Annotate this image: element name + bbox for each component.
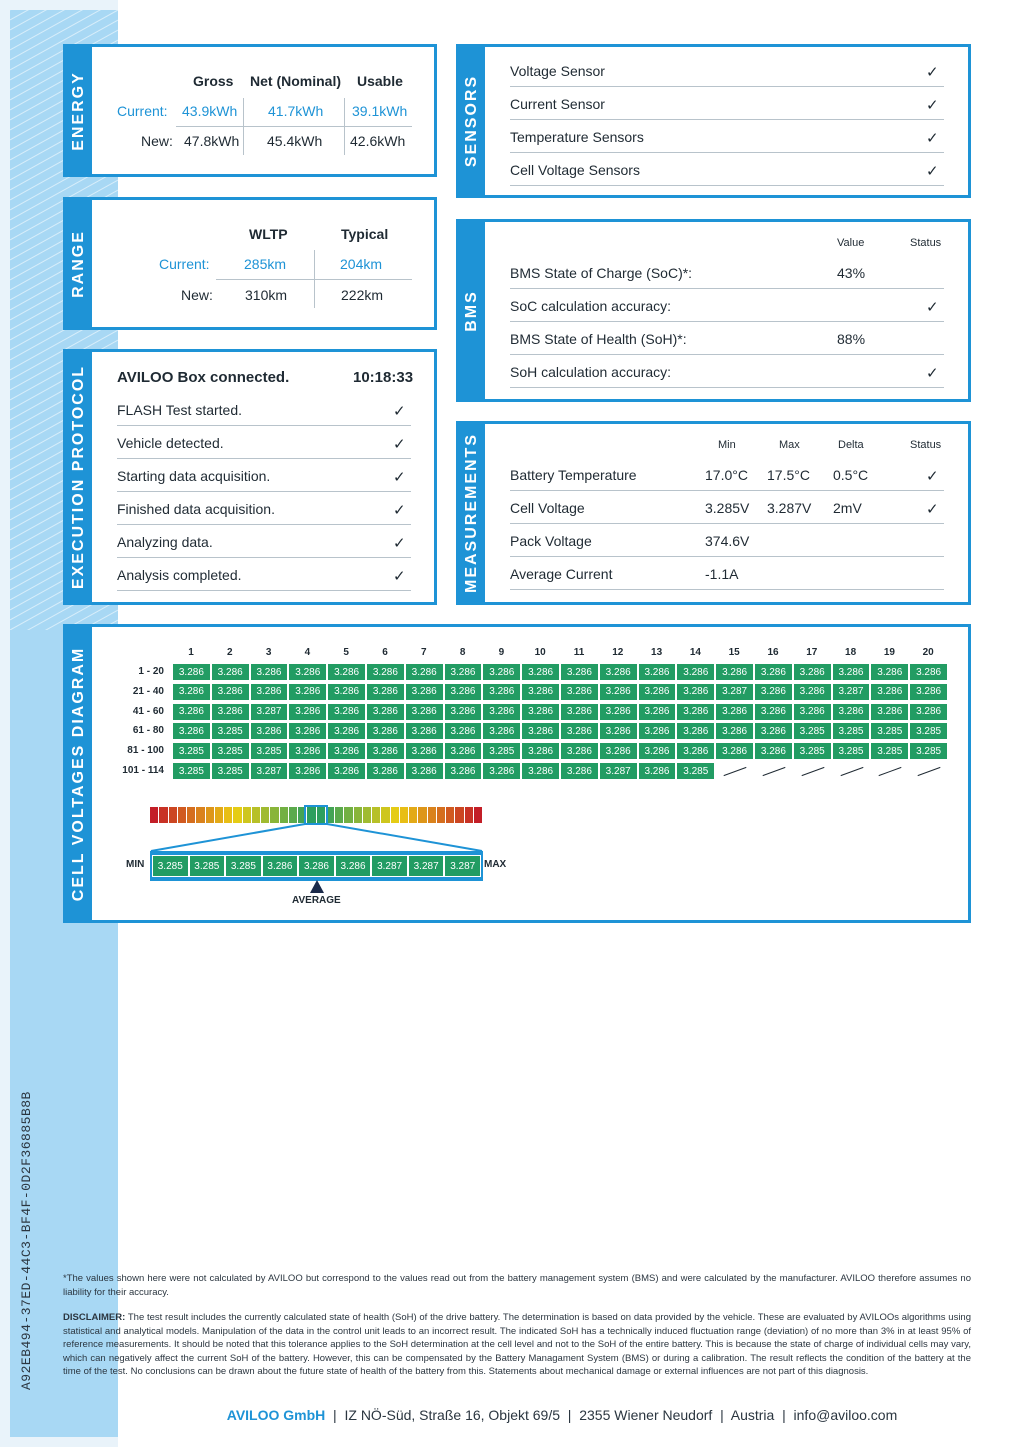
range-tab: RANGE [66,200,92,327]
cell-voltage: 3.286 [560,742,599,760]
range-new-typical: 222km [341,287,384,303]
cell-voltage: 3.286 [560,762,599,780]
range-current-typical: 204km [340,256,383,272]
footer-address: IZ NÖ-Süd, Straße 16, Objekt 69/5 [344,1407,561,1423]
energy-new-gross: 47.8kWh [184,133,240,149]
scale-zoom-value: 3.285 [225,855,262,877]
range-panel [63,197,437,330]
empty-cell-slash [879,767,902,776]
measurement-min: 17.0°C [705,467,748,483]
empty-cell-slash [801,767,824,776]
range-current-wltp: 285km [244,256,287,272]
cell-column-header: 19 [883,647,895,658]
bms-panel [456,219,971,402]
meas-col-delta: Delta [838,439,864,451]
cell-row-label: 41 - 60 [132,705,164,717]
energy-header-gross: Gross [193,73,234,89]
bms-col-value: Value [837,237,865,249]
check-icon: ✓ [393,403,406,420]
check-icon: ✓ [926,468,939,485]
cell-voltage: 3.286 [676,703,715,721]
energy-current-net: 41.7kWh [268,103,324,119]
cell-voltage: 3.286 [599,722,638,740]
cell-voltage: 3.286 [676,683,715,701]
energy-panel [63,44,437,177]
cell-voltage: 3.286 [288,703,327,721]
bms-row-label: BMS State of Charge (SoC)*: [510,265,693,281]
cell-column-header: 1 [188,647,194,658]
measurement-divider [510,523,944,524]
cell-voltage: 3.285 [250,742,289,760]
cell-row-label: 1 - 20 [138,666,164,677]
empty-cell-slash [840,767,863,776]
cell-column-header: 18 [845,647,857,658]
sensor-divider [510,119,944,120]
cell-voltage: 3.286 [638,722,677,740]
energy-new-label: New: [141,133,173,149]
disclaimer-block [63,1311,971,1379]
cell-voltage: 3.286 [482,683,521,701]
cell-voltage: 3.286 [793,703,832,721]
cell-column-header: 5 [343,647,349,658]
cell-voltage: 3.286 [288,762,327,780]
meas-col-min: Min [718,439,736,451]
cell-voltage: 3.285 [482,742,521,760]
sensors-tab: SENSORS [459,47,485,195]
bms-divider [510,354,944,355]
check-icon: ✓ [926,64,939,81]
cell-column-header: 17 [806,647,818,658]
disclaimer-text: The test result includes the currently calculated state of health (SoH) of the drive battery. The determination is based on data provided by the vehicle. These are evaluated by AVILOOs algorithms using statistical and analytical models. Manipulation of the data in the control unit leads to an incorrect result. The indicated SoH has a technically induced fluctuation range (deviation) of no more than 3% in at least 95% of reference measurements. It should be noted that this tolerance applies to the SoH determination at the cell level and not to the SoH of the entire battery. This is because the state of charge of individual cells may vary, which can negatively affect the current SoH of the battery. However, this can be compensated by the Battery Managament System (BMS) or during a calibration. The result reflects the condition of the battery at the time of the test. No conclusions can be drawn about the future state of health of the battery from this. Statements about mechanical damage or external influences are not part of this diagnosis. [63,1312,971,1378]
cell-voltage: 3.286 [405,722,444,740]
measurement-divider [510,556,944,557]
measurement-label: Pack Voltage [510,533,592,549]
execution-step: Vehicle detected. [117,435,224,451]
range-current-label: Current: [159,256,210,272]
energy-current-usable: 39.1kWh [352,103,408,119]
cell-voltage: 3.285 [211,742,250,760]
empty-cell-slash [724,767,747,776]
cell-voltage: 3.286 [366,762,405,780]
sensor-divider [510,86,944,87]
cell-voltage: 3.286 [793,683,832,701]
measurements-panel [456,421,971,605]
cell-voltage: 3.285 [211,722,250,740]
cell-voltage: 3.286 [444,663,483,681]
execution-step: Analysis completed. [117,567,242,583]
scale-zoom-value: 3.286 [335,855,372,877]
cell-voltage: 3.286 [638,762,677,780]
cell-voltage: 3.286 [754,703,793,721]
cell-voltage: 3.286 [172,683,211,701]
measurement-min: 374.6V [705,533,750,549]
cell-row-label: 21 - 40 [132,685,164,697]
cell-voltage: 3.286 [288,742,327,760]
cell-voltage: 3.286 [521,663,560,681]
range-header-typical: Typical [341,226,389,242]
bms-divider [510,387,944,388]
cell-voltage: 3.286 [288,683,327,701]
execution-time: 10:18:33 [353,369,414,386]
meas-col-max: Max [779,439,800,451]
execution-title: AVILOO Box connected. [117,369,290,386]
bms-row-label: SoC calculation accuracy: [510,298,672,314]
cell-voltage: 3.285 [909,742,948,760]
cell-column-header: 6 [382,647,388,658]
empty-cell-slash [918,767,941,776]
cell-voltage: 3.286 [638,742,677,760]
cell-voltage: 3.286 [832,663,871,681]
report-serial: A92EB494-37ED-44C3-BF4F-0D2F36885B8B [19,1091,34,1390]
cell-voltage: 3.286 [676,663,715,681]
cell-column-header: 8 [459,647,466,658]
bms-divider [510,321,944,322]
footer-country: Austria [730,1407,775,1423]
cell-voltage: 3.286 [754,663,793,681]
energy-vdivider-2 [344,98,345,155]
sensor-item: Voltage Sensor [510,63,605,79]
cell-voltages-tab: CELL VOLTAGES DIAGRAM [66,627,92,920]
measurement-label: Average Current [510,566,613,582]
measurement-delta: 2mV [833,500,862,516]
cell-voltage: 3.286 [366,683,405,701]
measurement-divider [510,589,944,590]
cell-voltage: 3.286 [599,683,638,701]
cell-voltage: 3.286 [754,742,793,760]
cell-voltage: 3.286 [172,663,211,681]
cell-voltage: 3.286 [599,703,638,721]
execution-step-divider [117,557,411,558]
cell-voltage: 3.286 [211,663,250,681]
cell-voltage: 3.286 [909,683,948,701]
energy-new-net: 45.4kWh [267,133,323,149]
cell-row-label: 81 - 100 [127,745,164,757]
cell-voltage: 3.286 [754,683,793,701]
cell-voltage: 3.286 [870,703,909,721]
cell-voltage: 3.286 [444,703,483,721]
cell-voltage: 3.286 [327,762,366,780]
sensor-item: Current Sensor [510,96,605,112]
cell-column-header: 4 [304,647,311,658]
cell-voltage: 3.287 [250,703,289,721]
cell-column-header: 2 [227,647,233,658]
check-icon: ✓ [926,299,939,316]
cell-voltage: 3.286 [327,742,366,760]
cell-voltage: 3.286 [444,722,483,740]
cell-voltage: 3.286 [832,703,871,721]
check-icon: ✓ [393,436,406,453]
check-icon: ✓ [393,535,406,552]
cell-voltage: 3.286 [676,722,715,740]
check-icon: ✓ [393,469,406,486]
cell-voltage: 3.286 [482,762,521,780]
footnote-text: *The values shown here were not calculated by AVILOO but correspond to the values read out from the battery management system (BMS) and were calculated by the manufacturer. AVILOO therefore assumes no liability for their accuracy. [63,1273,971,1298]
cell-voltage: 3.285 [676,762,715,780]
cell-voltage: 3.286 [327,663,366,681]
bms-tab: BMS [459,222,485,399]
cell-voltage: 3.287 [599,762,638,780]
execution-step-divider [117,491,411,492]
cell-voltage: 3.285 [870,722,909,740]
cell-voltage: 3.285 [793,742,832,760]
cell-column-header: 7 [421,647,427,658]
check-icon: ✓ [926,97,939,114]
check-icon: ✓ [926,130,939,147]
cell-voltage: 3.286 [521,762,560,780]
check-icon: ✓ [926,365,939,382]
scale-zoom-value: 3.287 [408,855,445,877]
cell-voltage: 3.285 [172,742,211,760]
cell-voltage: 3.287 [832,683,871,701]
cell-voltage: 3.286 [482,722,521,740]
execution-step-divider [117,458,411,459]
bms-row-value: 88% [837,331,866,347]
execution-step: Starting data acquisition. [117,468,271,484]
measurement-min: -1.1A [705,566,739,582]
execution-step: FLASH Test started. [117,402,243,418]
scale-min-label: MIN [126,859,145,870]
cell-column-header: 12 [612,647,624,658]
cell-column-header: 9 [498,647,505,658]
cell-voltage: 3.286 [599,742,638,760]
scale-zoom-value: 3.285 [152,855,189,877]
cell-column-header: 13 [651,647,663,658]
cell-voltage: 3.286 [560,663,599,681]
scale-zoom-row [150,851,483,881]
cell-voltage: 3.286 [288,722,327,740]
execution-step-divider [117,425,411,426]
bms-row-value: 43% [837,265,866,281]
cell-column-header: 16 [767,647,779,658]
cell-column-header: 3 [265,647,272,658]
bms-col-status: Status [910,237,942,249]
sensors-panel [456,44,971,198]
footer-city: 2355 Wiener Neudorf [579,1407,713,1423]
cell-voltage: 3.286 [211,703,250,721]
cell-voltage: 3.286 [521,742,560,760]
footer: AVILOO GmbH | IZ NÖ-Süd, Straße 16, Objekt 69/5 | 2355 Wiener Neudorf | Austria | info@aviloo.com [226,1407,898,1423]
cell-voltage: 3.286 [366,703,405,721]
empty-cell-slash [763,767,786,776]
cell-voltage: 3.286 [172,703,211,721]
cell-column-header: 11 [573,647,585,658]
footer-brand: AVILOO GmbH [226,1407,326,1423]
measurements-tab: MEASUREMENTS [459,424,485,602]
cell-voltage: 3.286 [754,722,793,740]
cell-voltage: 3.285 [870,742,909,760]
cell-voltage: 3.286 [638,683,677,701]
cell-voltage: 3.286 [405,663,444,681]
execution-step: Finished data acquisition. [117,501,275,517]
bms-row-label: BMS State of Health (SoH)*: [510,331,687,347]
cell-voltage: 3.285 [832,742,871,760]
range-new-label: New: [181,287,213,303]
cell-voltage: 3.286 [366,722,405,740]
bms-row-label: SoH calculation accuracy: [510,364,672,380]
measurement-delta: 0.5°C [833,467,869,483]
measurement-label: Battery Temperature [510,467,637,483]
cell-voltage: 3.285 [211,762,250,780]
cell-voltage: 3.286 [327,703,366,721]
execution-step: Analyzing data. [117,534,213,550]
measurement-divider [510,490,944,491]
scale-max-label: MAX [484,859,507,870]
scale-zoom-value: 3.287 [371,855,408,877]
cell-voltage: 3.286 [366,742,405,760]
cell-voltage: 3.285 [832,722,871,740]
measurement-min: 3.285V [705,500,750,516]
measurement-label: Cell Voltage [510,500,585,516]
cell-voltage: 3.286 [715,663,754,681]
cell-voltage: 3.286 [444,762,483,780]
cell-voltage: 3.286 [405,683,444,701]
cell-voltage: 3.286 [288,663,327,681]
cell-voltage: 3.286 [172,722,211,740]
cell-voltage: 3.286 [327,683,366,701]
cell-voltage: 3.286 [560,683,599,701]
check-icon: ✓ [926,501,939,518]
cell-voltage: 3.287 [715,683,754,701]
meas-col-status: Status [910,439,942,451]
cell-voltage: 3.286 [211,683,250,701]
cell-voltage: 3.287 [250,762,289,780]
range-new-wltp: 310km [245,287,288,303]
cell-voltage: 3.286 [405,742,444,760]
cell-voltage: 3.286 [793,663,832,681]
cell-voltage: 3.286 [909,703,948,721]
check-icon: ✓ [393,502,406,519]
energy-header-usable: Usable [357,73,403,89]
cell-voltage: 3.286 [715,703,754,721]
cell-voltage: 3.286 [405,762,444,780]
cell-column-header: 10 [534,647,546,658]
execution-step-divider [117,590,411,591]
cell-voltage: 3.286 [250,663,289,681]
energy-vdivider-1 [243,98,244,155]
energy-current-label: Current: [117,103,168,119]
cell-voltage: 3.286 [638,703,677,721]
cell-voltage: 3.286 [444,742,483,760]
footer-email-link[interactable]: info@aviloo.com [793,1407,898,1423]
check-icon: ✓ [926,163,939,180]
cell-voltage: 3.286 [366,663,405,681]
cell-row-label: 101 - 114 [122,765,164,776]
cell-voltage: 3.286 [715,722,754,740]
cell-voltage: 3.286 [676,742,715,760]
average-label: AVERAGE [292,895,341,906]
cell-voltage: 3.285 [909,722,948,740]
cell-voltage: 3.286 [482,663,521,681]
cell-column-header: 15 [728,647,740,658]
cell-voltage: 3.286 [870,663,909,681]
energy-current-gross: 43.9kWh [182,103,238,119]
scale-zoom-value: 3.287 [444,855,481,877]
measurement-max: 17.5°C [767,467,810,483]
cell-voltage: 3.286 [327,722,366,740]
cell-voltage: 3.286 [521,722,560,740]
range-header-wltp: WLTP [249,226,288,242]
execution-panel [63,349,437,605]
energy-divider [176,126,412,127]
cell-voltage: 3.286 [405,703,444,721]
cell-voltage: 3.286 [560,703,599,721]
sensor-divider [510,185,944,186]
cell-voltage: 3.286 [870,683,909,701]
cell-column-header: 14 [689,647,701,658]
cell-voltage: 3.286 [250,683,289,701]
execution-tab: EXECUTION PROTOCOL [66,352,92,602]
sensor-divider [510,152,944,153]
energy-tab: ENERGY [66,47,92,174]
average-marker-icon [310,880,324,893]
sensor-item: Temperature Sensors [510,129,644,145]
cell-voltage: 3.286 [521,683,560,701]
cell-voltage: 3.286 [444,683,483,701]
scale-zoom-value: 3.286 [262,855,299,877]
bms-divider [510,288,944,289]
cell-voltage: 3.285 [172,762,211,780]
scale-zoom-value: 3.286 [298,855,335,877]
cell-voltage: 3.286 [521,703,560,721]
cell-voltage: 3.286 [909,663,948,681]
cell-voltage: 3.285 [793,722,832,740]
cell-voltage: 3.286 [638,663,677,681]
range-vdivider [314,250,315,308]
scale-zoom-lines [150,805,483,853]
cell-voltage: 3.286 [250,722,289,740]
cell-row-label: 61 - 80 [132,725,164,737]
cell-column-header: 20 [922,647,934,658]
cell-voltage: 3.286 [715,742,754,760]
execution-step-divider [117,524,411,525]
energy-new-usable: 42.6kWh [350,133,406,149]
cell-voltage: 3.286 [599,663,638,681]
cell-voltage: 3.286 [560,722,599,740]
cell-voltages-panel [63,624,971,923]
energy-header-net: Net (Nominal) [250,73,341,89]
disclaimer-label: DISCLAIMER: [63,1312,126,1323]
scale-zoom-value: 3.285 [189,855,226,877]
sensor-item: Cell Voltage Sensors [510,162,640,178]
check-icon: ✓ [393,568,406,585]
measurement-max: 3.287V [767,500,812,516]
cell-voltage: 3.286 [482,703,521,721]
